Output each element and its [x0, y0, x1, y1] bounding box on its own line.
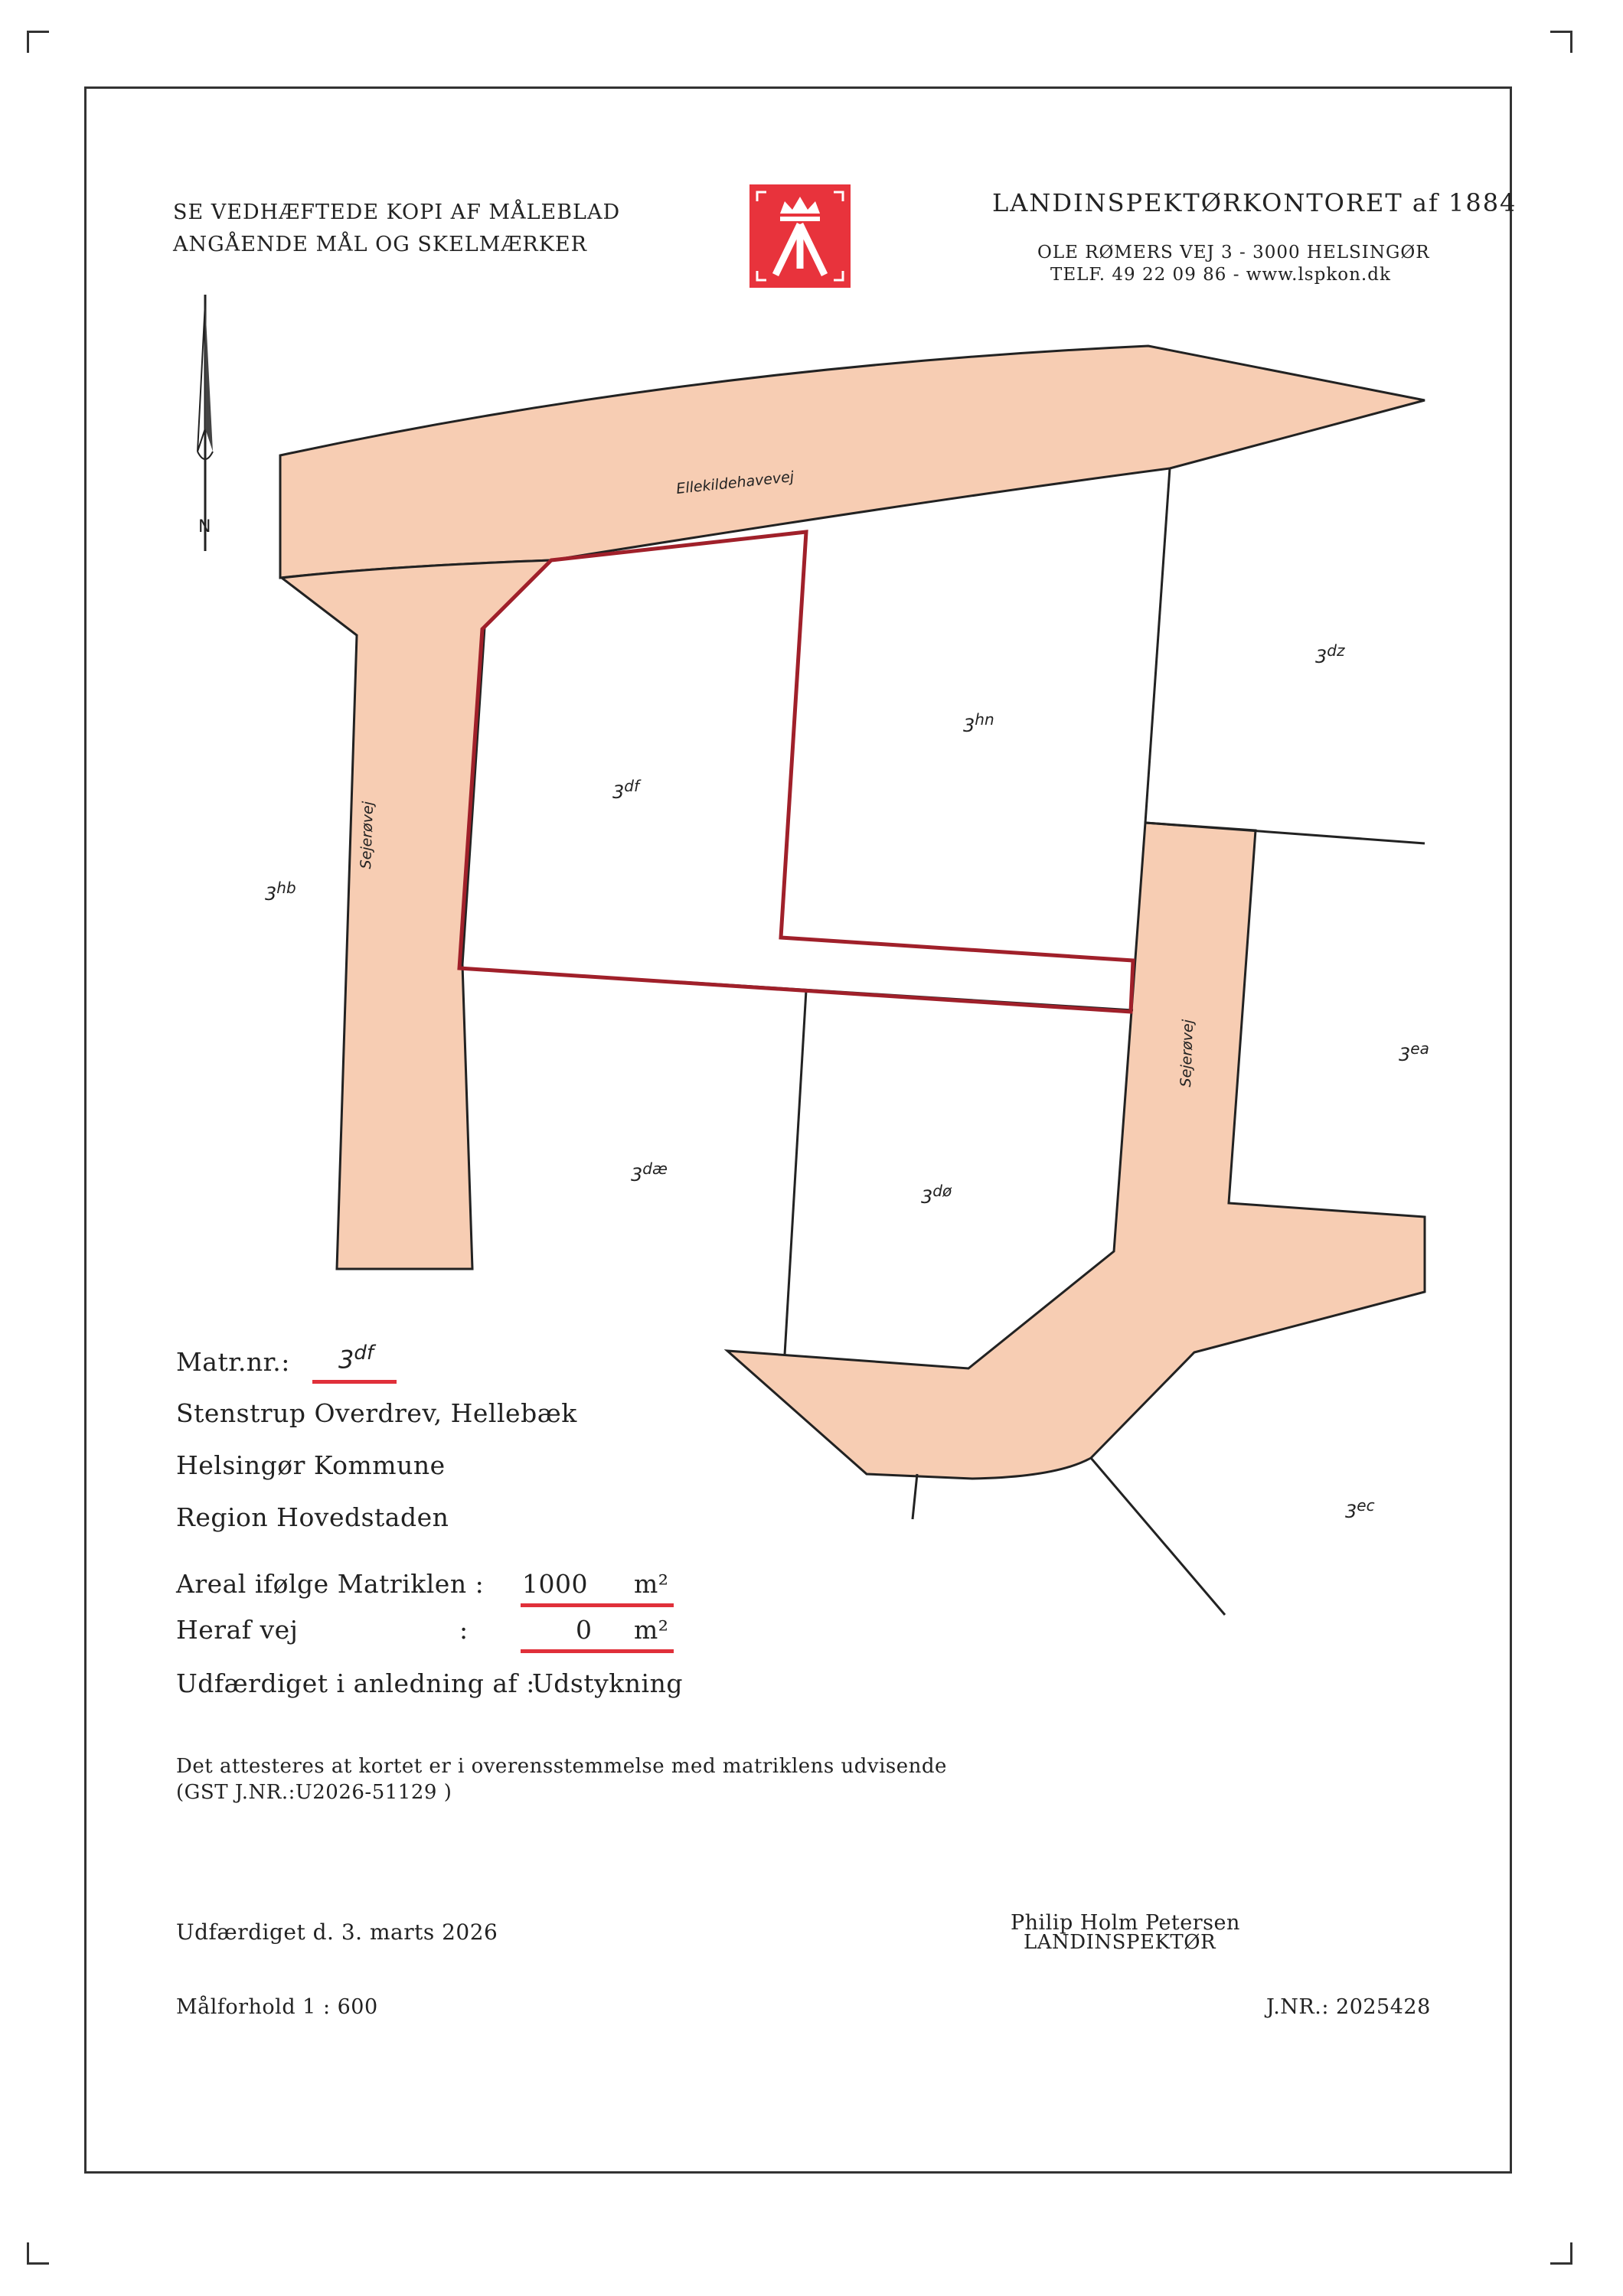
- header-left-line1: SE VEDHÆFTEDE KOPI AF MÅLEBLAD: [173, 201, 621, 224]
- road-sejeroevej-west-area: [282, 560, 551, 1269]
- firm-phone: TELF. 49 22 09 86 - www.lspkon.dk: [1050, 265, 1391, 285]
- area-name: Stenstrup Overdrev, Hellebæk: [176, 1398, 577, 1428]
- matr-value: $3^{df}$: [338, 1342, 374, 1375]
- firm-address: OLE RØMERS VEJ 3 - 3000 HELSINGØR: [1037, 243, 1430, 263]
- parcel-label-3dae: $3^{dæ}$: [631, 1159, 668, 1186]
- attest-line1: Det attesteres at kortet er i overensstemmelse med matriklens udvisende: [176, 1755, 947, 1778]
- matr-label: Matr.nr.:: [176, 1347, 290, 1377]
- parcel-label-3dz: $3^{dz}$: [1315, 641, 1345, 667]
- region: Region Hovedstaden: [176, 1502, 449, 1532]
- purpose-value: Udstykning: [532, 1668, 683, 1698]
- parcel-label-3hn: $3^{hn}$: [963, 710, 994, 736]
- parcel-label-3df: $3^{df}$: [612, 777, 640, 803]
- signer-title: LANDINSPEKTØR: [1024, 1931, 1216, 1954]
- road-label-sejeroevej-west: Sejerøvej: [358, 801, 377, 869]
- road-label-ellekildehavevej: Ellekildehavevej: [675, 468, 795, 498]
- parcel-label-3do: $3^{dø}$: [921, 1182, 952, 1208]
- parcel-label-3hb: $3^{hb}$: [265, 879, 296, 905]
- scale: Målforhold 1 : 600: [176, 1995, 378, 2019]
- signer-name: Philip Holm Petersen: [1011, 1911, 1240, 1935]
- parcel-3df-outline: [459, 532, 1133, 1012]
- purpose-label: Udfærdiget i anledning af :: [176, 1668, 535, 1698]
- areal-label: Areal ifølge Matriklen :: [176, 1569, 485, 1599]
- parcel-label-3ea: $3^{ea}$: [1399, 1039, 1429, 1065]
- issue-date: Udfærdiget d. 3. marts 2026: [176, 1919, 498, 1945]
- journal-number: J.NR.: 2025428: [1266, 1995, 1431, 2019]
- matr-underline: [312, 1380, 397, 1384]
- areal-unit: m²: [634, 1569, 669, 1599]
- areal-underline: [521, 1603, 674, 1607]
- firm-name: LANDINSPEKTØRKONTORET af 1884: [992, 188, 1517, 217]
- road-sejeroevej-east-area: [727, 823, 1425, 1479]
- parcel-label-3ec: $3^{ec}$: [1345, 1496, 1375, 1522]
- attest-line2: (GST J.NR.:U2026-51129 ): [176, 1781, 452, 1804]
- road-label-sejeroevej-east: Sejerøvej: [1177, 1019, 1197, 1088]
- vej-colon: :: [459, 1615, 469, 1645]
- vej-label: Heraf vej: [176, 1615, 299, 1645]
- road-ellekildehavevej-area: [280, 346, 1425, 578]
- vej-value: 0: [576, 1615, 593, 1645]
- municipality: Helsingør Kommune: [176, 1450, 446, 1480]
- header-left-line2: ANGÅENDE MÅL OG SKELMÆRKER: [173, 233, 587, 256]
- vej-underline: [521, 1649, 674, 1653]
- north-arrow-icon: [198, 295, 213, 551]
- areal-value: 1000: [522, 1569, 588, 1599]
- vej-unit: m²: [634, 1615, 669, 1645]
- north-label: N: [198, 517, 211, 536]
